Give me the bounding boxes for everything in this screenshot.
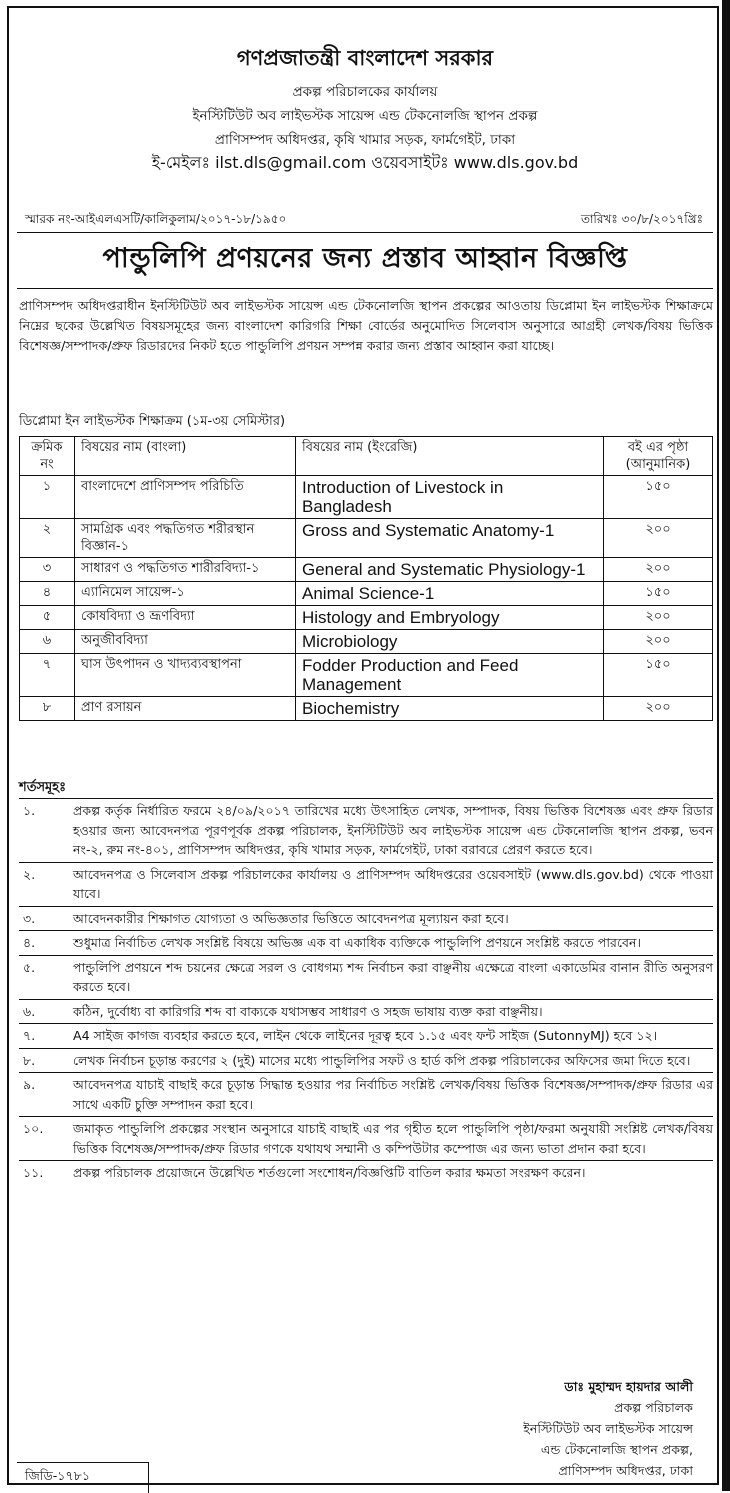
signatory-name: ডাঃ মুহাম্মদ হায়দার আলী xyxy=(564,1379,693,1394)
condition-item xyxy=(19,906,713,931)
condition-number: ৮. xyxy=(23,1052,36,1068)
cell-name-en: Biochemistry xyxy=(296,697,604,721)
cell-name-en: Introduction of Livestock in Bangladesh xyxy=(296,476,604,519)
condition-text: A4 সাইজ কাগজ ব্যবহার করতে হবে, লাইন থেকে লাইনের দূরত্ব হবে ১.১৫ এবং ফন্ট সাইজ (SutonnyMJ) হবে ১২। xyxy=(73,1028,658,1043)
header-pages: বই এর পৃষ্ঠা (আনুমানিক) xyxy=(604,437,713,476)
condition-text: আবেদনপত্র যাচাই বাছাই করে চূড়ান্ত সিদ্ধান্ত হওয়ার পর নির্বাচিত সংশ্লিষ্ট লেখক/বিষয় ভিত্তিক বিশেষজ্ঞ/সম্পাদক/প্রুফ রিডার এর সাথে একটি চুক্তি সম্পাদন করা হবে। xyxy=(73,1077,713,1112)
cell-serial: ৭ xyxy=(20,654,75,697)
condition-text: শুধুমাত্র নির্বাচিত লেখক সংশ্লিষ্ট বিষয়ে অভিজ্ঞ এক বা একাধিক ব্যক্তিকে পান্ডুলিপি প্রণয়নে সংশ্লিষ্ট করতে পারবেন। xyxy=(73,935,642,950)
cell-name-en: General and Systematic Physiology-1 xyxy=(296,558,604,582)
condition-item xyxy=(19,1023,713,1048)
memo-reference: স্মারক নং-আইএলএসটি/কালিকুলাম/২০১৭-১৮/১৯৫০ xyxy=(25,212,287,226)
cell-serial: ৮ xyxy=(20,697,75,721)
condition-number: ১. xyxy=(23,803,36,818)
table-row xyxy=(20,630,713,654)
table-row xyxy=(20,558,713,582)
condition-item xyxy=(19,798,713,862)
condition-text: প্রকল্প পরিচালক প্রয়োজনে উল্লেখিত শর্তগুলো সংশোধন/বিজ্ঞপ্তিটি বাতিল করার ক্ষমতা সংরক্ষণ করেন। xyxy=(73,1165,586,1180)
condition-number: ১০. xyxy=(23,1121,44,1136)
signature-block xyxy=(523,1376,693,1481)
condition-item xyxy=(19,1116,713,1160)
cell-name-bn: কোষবিদ্যা ও ভ্রূণবিদ্যা xyxy=(75,606,296,630)
condition-text: লেখক নির্বাচন চূড়ান্ত করণের ২ (দুই) মাসের মধ্যে পান্ডুলিপির সফট ও হার্ড কপি প্রকল্প পরিচালকের অফিসের জমা দিতে হবে। xyxy=(73,1052,691,1068)
condition-number: ১১. xyxy=(23,1165,44,1180)
header-serial: ক্রমিক নং xyxy=(20,437,75,476)
conditions-heading: শর্তসমূহঃ xyxy=(19,780,67,795)
table-row xyxy=(20,606,713,630)
cell-name-bn: সামগ্রিক এবং পদ্ধতিগত শরীরস্থান বিজ্ঞান-১ xyxy=(75,519,296,558)
cell-serial: ৩ xyxy=(20,558,75,582)
office-line: প্রকল্প পরিচালকের কার্যালয় xyxy=(292,84,438,100)
condition-text: পান্ডুলিপি প্রণয়নে শব্দ চয়নের ক্ষেত্রে সরল ও বোধগম্য শব্দ নির্বাচন করা বাঞ্ছনীয় এক্ষেত্রে বাংলা একাডেমির বানান রীতি অনুসরণ করতে হবে। xyxy=(73,959,713,994)
memo-date: তারিখঃ ৩০/৮/২০১৭খ্রিঃ xyxy=(580,212,703,226)
condition-item xyxy=(19,999,713,1024)
cell-serial: ৬ xyxy=(20,630,75,654)
table-row xyxy=(20,519,713,558)
condition-number: ৪. xyxy=(23,935,36,950)
course-heading: ডিপ্লোমা ইন লাইভস্টক শিক্ষাক্রম (১ম-৩য় সেমিস্টার) xyxy=(19,414,286,429)
condition-item xyxy=(19,1160,713,1185)
header-name-en: বিষয়ের নাম (ইংরেজি) xyxy=(296,437,604,476)
cell-name-bn: ঘাস উৎপাদন ও খাদ্যব্যবস্থাপনা xyxy=(75,654,296,697)
cell-pages: ২০০ xyxy=(604,558,713,582)
condition-text: আবেদনকারীর শিক্ষাগত যোগ্যতা ও অভিজ্ঞতার ভিত্তিতে আবেদনপত্র মূল্যায়ন করা হবে। xyxy=(73,910,509,926)
condition-text: প্রকল্প কর্তৃক নির্ধারিত ফরমে ২৪/০৯/২০১৭ তারিখের মধ্যে উৎসাহিত লেখক, সম্পাদক, বিষয় ভিত্তিক বিশেষজ্ঞ এবং প্রুফ রিডার হওয়ার জন্য আবেদনপত্র পূরণপূর্বক প্রকল্প পরিচালক, ইনস্টিটিউট অব লাইভস্টক সায়েন্স এন্ড টেকনোলজি স্থাপন প্রকল্প, ভবন নং-২, রুম নং-৪০১, প্রাণিসম্পদ অধিদপ্তর, কৃষি খামার সড়ক, ফার্মগেইট, ঢাকা বরাবরে প্রেরণ করতে হবে। xyxy=(73,803,713,857)
cell-pages: ২০০ xyxy=(604,697,713,721)
notice-title: পান্ডুলিপি প্রণয়নের জন্য প্রস্তাব আহ্বান বিজ্ঞপ্তি xyxy=(102,243,628,274)
signatory-org-line: প্রাণিসম্পদ অধিদপ্তর, ঢাকা xyxy=(558,1463,693,1478)
condition-item xyxy=(19,955,713,999)
cell-name-en: Gross and Systematic Anatomy-1 xyxy=(296,519,604,558)
table-row xyxy=(20,476,713,519)
condition-number: ৬. xyxy=(23,1003,36,1019)
condition-number: ৫. xyxy=(23,959,36,975)
contact-line: ই-মেইলঃ ilst.dls@gmail.com ওয়েবসাইটঃ www.dls.gov.bd xyxy=(151,153,579,172)
subject-table xyxy=(19,436,713,721)
cell-name-bn: সাধারণ ও পদ্ধতিগত শারীরবিদ্যা-১ xyxy=(75,558,296,582)
cell-name-bn: বাংলাদেশে প্রাণিসম্পদ পরিচিতি xyxy=(75,476,296,519)
condition-text: জমাকৃত পান্ডুলিপি প্রকল্পের সংস্থান অনুসারে যাচাই বাছাই এর পর গৃহীত হলে পান্ডুলিপি পৃষ্ঠা/ফরমা অনুযায়ী সংশ্লিষ্ট লেখক/বিষয় ভিত্তিক বিশেষজ্ঞ/সম্পাদক/প্রুফ রিডার গণকে যথাযথ সম্মানী ও কম্পিউটার কম্পোজ এর জন্য ভাতা প্রদান করা হবে। xyxy=(73,1121,713,1156)
condition-text: আবেদনপত্র ও সিলেবাস প্রকল্প পরিচালকের কার্যালয় ও প্রাণিসম্পদ অধিদপ্তরের ওয়েবসাইট (www.dls.gov.bd) থেকে পাওয়া যাবে। xyxy=(73,866,713,901)
cell-serial: ১ xyxy=(20,476,75,519)
cell-serial: ২ xyxy=(20,519,75,558)
condition-number: ৭. xyxy=(23,1028,36,1043)
condition-number: ২. xyxy=(23,866,36,882)
divider xyxy=(17,232,713,233)
gd-code: জিডি-১৭৮১ xyxy=(25,1468,90,1483)
cell-pages: ১৫০ xyxy=(604,582,713,606)
cell-pages: ১৫০ xyxy=(604,654,713,697)
conditions-list xyxy=(19,798,713,1185)
cell-name-bn: এ্যানিমেল সায়েন্স-১ xyxy=(75,582,296,606)
cell-name-en: Microbiology xyxy=(296,630,604,654)
cell-serial: ৪ xyxy=(20,582,75,606)
notice-frame xyxy=(7,6,719,1485)
cell-name-bn: অনুজীববিদ্যা xyxy=(75,630,296,654)
table-row xyxy=(20,654,713,697)
condition-item xyxy=(19,1072,713,1116)
intro-paragraph: প্রাণিসম্পদ অধিদপ্তরাধীন ইনস্টিটিউট অব লাইভস্টক সায়েন্স এন্ড টেকনোলজি স্থাপন প্রকল্পের আওতায় ডিপ্লোমা ইন লাইভস্টক শিক্ষাক্রমে নিম্নের ছকের উল্লেখিত বিষয়সমূহের জন্য বাংলাদেশ কারিগরি শিক্ষা বোর্ডের অনুমোদিত সিলেবাস অনুসারে আগ্রহী লেখক/বিষয় ভিত্তিক বিশেষজ্ঞ/সম্পাদক/প্রুফ রিডারদের নিকট হতে পান্ডুলিপি প্রণয়ন সম্পন্ন করার জন্য প্রস্তাব আহ্বান করা যাচ্ছে। xyxy=(19,298,713,353)
cell-pages: ২০০ xyxy=(604,630,713,654)
cell-name-bn: প্রাণ রসায়ন xyxy=(75,697,296,721)
condition-number: ৯. xyxy=(23,1077,36,1092)
signatory-org-line: ইনস্টিটিউট অব লাইভস্টক সায়েন্স xyxy=(523,1421,693,1436)
cell-name-en: Animal Science-1 xyxy=(296,582,604,606)
signatory-designation: প্রকল্প পরিচালক xyxy=(614,1400,693,1415)
cell-pages: ১৫০ xyxy=(604,476,713,519)
cell-name-en: Histology and Embryology xyxy=(296,606,604,630)
cell-pages: ২০০ xyxy=(604,519,713,558)
table-header-row xyxy=(20,437,713,476)
government-title: গণপ্রজাতন্ত্রী বাংলাদেশ সরকার xyxy=(236,46,494,70)
scan-edge-bar xyxy=(722,0,730,1491)
condition-text: কঠিন, দুর্বোধ্য বা কারিগরি শব্দ বা বাক্যকে যথাসম্ভব সাধারণ ও সহজ ভাষায় ব্যক্ত করা বাঞ্ছনীয়। xyxy=(73,1003,543,1019)
table-row xyxy=(20,582,713,606)
project-line: ইনস্টিটিউট অব লাইভস্টক সায়েন্স এন্ড টেকনোলজি স্থাপন প্রকল্প xyxy=(192,108,538,124)
cell-serial: ৫ xyxy=(20,606,75,630)
letterhead xyxy=(9,8,721,172)
condition-item xyxy=(19,1048,713,1073)
signatory-org-line: এন্ড টেকনোলজি স্থাপন প্রকল্প, xyxy=(540,1442,693,1457)
divider xyxy=(17,288,713,289)
cell-pages: ২০০ xyxy=(604,606,713,630)
cell-name-en: Fodder Production and Feed Management xyxy=(296,654,604,697)
table-row xyxy=(20,697,713,721)
condition-item xyxy=(19,930,713,955)
condition-number: ৩. xyxy=(23,910,36,926)
header-name-bn: বিষয়ের নাম (বাংলা) xyxy=(75,437,296,476)
address-line: প্রাণিসম্পদ অধিদপ্তর, কৃষি খামার সড়ক, ফার্মগেইট, ঢাকা xyxy=(214,132,516,148)
condition-item xyxy=(19,862,713,906)
